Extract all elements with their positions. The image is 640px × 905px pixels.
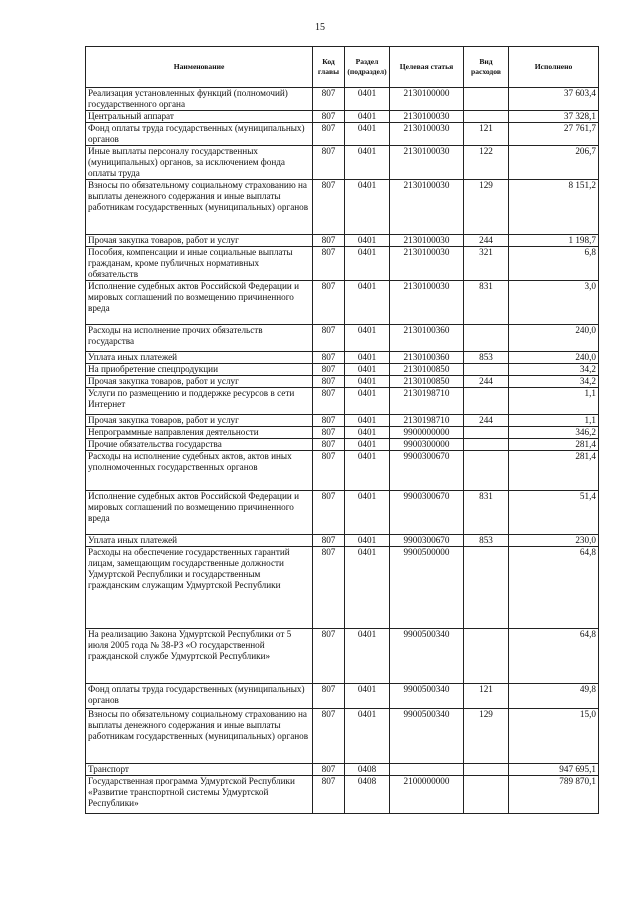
row-code-cell: 807 (313, 376, 345, 388)
row-expense-type-cell (464, 547, 509, 629)
table-row (86, 439, 599, 451)
row-executed-cell: 27 761,7 (509, 123, 599, 146)
row-article-cell (390, 764, 464, 776)
header-article: Целевая статья (390, 47, 464, 88)
row-section-cell: 0401 (345, 535, 390, 547)
row-executed-cell: 51,4 (509, 491, 599, 535)
row-executed-cell: 1,1 (509, 388, 599, 415)
row-name-cell: Уплата иных платежей (86, 535, 313, 547)
row-code-cell: 807 (313, 684, 345, 709)
row-name-cell: Взносы по обязательному социальному страхованию на выплаты денежного содержания и иные выплаты работникам государственных (муниципальных) органов (86, 709, 313, 764)
row-executed-cell: 64,8 (509, 629, 599, 684)
row-executed-cell: 15,0 (509, 709, 599, 764)
row-executed-cell: 34,2 (509, 364, 599, 376)
row-section-cell: 0401 (345, 451, 390, 491)
table-body (86, 88, 599, 814)
row-section-cell: 0401 (345, 629, 390, 684)
row-section-cell: 0401 (345, 123, 390, 146)
row-code-cell: 807 (313, 547, 345, 629)
row-article-cell: 9900500000 (390, 547, 464, 629)
row-expense-type-cell: 121 (464, 123, 509, 146)
row-expense-type-cell: 122 (464, 146, 509, 180)
row-article-cell: 2100000000 (390, 776, 464, 814)
row-article-cell: 2130198710 (390, 415, 464, 427)
row-name-cell: Фонд оплаты труда государственных (муниципальных) органов (86, 123, 313, 146)
row-name-cell: Прочие обязательства государства (86, 439, 313, 451)
table-row (86, 776, 599, 814)
row-executed-cell: 49,8 (509, 684, 599, 709)
row-section-cell: 0408 (345, 764, 390, 776)
row-executed-cell: 1 198,7 (509, 235, 599, 247)
table-row (86, 427, 599, 439)
row-name-cell: Расходы на исполнение прочих обязательств государства (86, 325, 313, 352)
row-section-cell: 0408 (345, 776, 390, 814)
row-name-cell: На реализацию Закона Удмуртской Республики от 5 июля 2005 года № 38-РЗ «О государственной гражданской службе Удмуртской Республики» (86, 629, 313, 684)
row-article-cell: 2130100030 (390, 146, 464, 180)
row-expense-type-cell (464, 776, 509, 814)
row-section-cell: 0401 (345, 547, 390, 629)
row-executed-cell: 346,2 (509, 427, 599, 439)
row-expense-type-cell: 121 (464, 684, 509, 709)
budget-execution-table (85, 46, 599, 814)
table-row (86, 281, 599, 325)
row-executed-cell: 64,8 (509, 547, 599, 629)
row-expense-type-cell (464, 364, 509, 376)
row-code-cell: 807 (313, 247, 345, 281)
table-row (86, 415, 599, 427)
table-row (86, 451, 599, 491)
row-article-cell: 9900500340 (390, 684, 464, 709)
table-row (86, 709, 599, 764)
row-name-cell: Исполнение судебных актов Российской Федерации и мировых соглашений по возмещению причиненного вреда (86, 281, 313, 325)
row-article-cell: 2130100030 (390, 123, 464, 146)
row-article-cell: 9900300000 (390, 439, 464, 451)
row-name-cell: Расходы на исполнение судебных актов, актов иных уполномоченных государственных органов (86, 451, 313, 491)
row-expense-type-cell (464, 388, 509, 415)
row-expense-type-cell (464, 88, 509, 111)
row-section-cell: 0401 (345, 88, 390, 111)
header-name: Наименование (86, 47, 313, 88)
row-executed-cell: 281,4 (509, 439, 599, 451)
row-name-cell: Фонд оплаты труда государственных (муниципальных) органов (86, 684, 313, 709)
row-section-cell: 0401 (345, 684, 390, 709)
row-expense-type-cell: 321 (464, 247, 509, 281)
table-header-row (86, 47, 599, 88)
table-row (86, 547, 599, 629)
row-executed-cell: 240,0 (509, 352, 599, 364)
row-section-cell: 0401 (345, 180, 390, 235)
row-article-cell: 9900300670 (390, 451, 464, 491)
row-section-cell: 0401 (345, 352, 390, 364)
table-row (86, 388, 599, 415)
row-expense-type-cell: 244 (464, 415, 509, 427)
row-article-cell: 2130100030 (390, 180, 464, 235)
row-name-cell: Реализация установленных функций (полномочий) государственного органа (86, 88, 313, 111)
row-code-cell: 807 (313, 535, 345, 547)
header-section: Раздел (подраздел) (345, 47, 390, 88)
row-code-cell: 807 (313, 491, 345, 535)
row-executed-cell: 206,7 (509, 146, 599, 180)
row-executed-cell: 3,0 (509, 281, 599, 325)
row-expense-type-cell (464, 439, 509, 451)
table-row (86, 235, 599, 247)
row-expense-type-cell: 129 (464, 180, 509, 235)
table-row (86, 146, 599, 180)
row-section-cell: 0401 (345, 491, 390, 535)
row-article-cell: 2130100030 (390, 281, 464, 325)
table-row (86, 123, 599, 146)
row-code-cell: 807 (313, 764, 345, 776)
row-expense-type-cell: 853 (464, 535, 509, 547)
table-row (86, 325, 599, 352)
table-row (86, 376, 599, 388)
row-section-cell: 0401 (345, 376, 390, 388)
row-code-cell: 807 (313, 352, 345, 364)
table-row (86, 88, 599, 111)
row-name-cell: Непрограммные направления деятельности (86, 427, 313, 439)
row-article-cell: 2130198710 (390, 388, 464, 415)
row-expense-type-cell (464, 325, 509, 352)
row-code-cell: 807 (313, 88, 345, 111)
row-article-cell: 2130100360 (390, 325, 464, 352)
row-name-cell: На приобретение спецпродукции (86, 364, 313, 376)
row-executed-cell: 34,2 (509, 376, 599, 388)
row-executed-cell: 6,8 (509, 247, 599, 281)
row-code-cell: 807 (313, 427, 345, 439)
row-code-cell: 807 (313, 235, 345, 247)
row-code-cell: 807 (313, 123, 345, 146)
row-name-cell: Уплата иных платежей (86, 352, 313, 364)
row-name-cell: Расходы на обеспечение государственных гарантий лицам, замещающим государственные должности Удмуртской Республики и государственным гражданским служащим Удмуртской Республики (86, 547, 313, 629)
row-code-cell: 807 (313, 111, 345, 123)
row-name-cell: Государственная программа Удмуртской Республики «Развитие транспортной системы Удмуртской Республики» (86, 776, 313, 814)
row-code-cell: 807 (313, 180, 345, 235)
row-section-cell: 0401 (345, 111, 390, 123)
row-expense-type-cell (464, 629, 509, 684)
table-row (86, 352, 599, 364)
row-section-cell: 0401 (345, 146, 390, 180)
row-expense-type-cell: 853 (464, 352, 509, 364)
row-name-cell: Центральный аппарат (86, 111, 313, 123)
row-section-cell: 0401 (345, 415, 390, 427)
row-section-cell: 0401 (345, 709, 390, 764)
table-row (86, 364, 599, 376)
row-executed-cell: 240,0 (509, 325, 599, 352)
table-row (86, 629, 599, 684)
row-expense-type-cell: 244 (464, 376, 509, 388)
table-row (86, 180, 599, 235)
row-executed-cell: 8 151,2 (509, 180, 599, 235)
row-article-cell: 2130100850 (390, 364, 464, 376)
row-executed-cell: 37 328,1 (509, 111, 599, 123)
row-name-cell: Транспорт (86, 764, 313, 776)
row-expense-type-cell (464, 111, 509, 123)
row-name-cell: Пособия, компенсации и иные социальные выплаты гражданам, кроме публичных нормативных обязательств (86, 247, 313, 281)
row-name-cell: Иные выплаты персоналу государственных (муниципальных) органов, за исключением фонда оплаты труда (86, 146, 313, 180)
row-executed-cell: 947 695,1 (509, 764, 599, 776)
row-article-cell: 9900000000 (390, 427, 464, 439)
row-article-cell: 2130100000 (390, 88, 464, 111)
row-name-cell: Прочая закупка товаров, работ и услуг (86, 235, 313, 247)
row-article-cell: 2130100030 (390, 235, 464, 247)
row-section-cell: 0401 (345, 281, 390, 325)
row-expense-type-cell (464, 451, 509, 491)
row-code-cell: 807 (313, 451, 345, 491)
table-row (86, 535, 599, 547)
row-name-cell: Исполнение судебных актов Российской Федерации и мировых соглашений по возмещению причиненного вреда (86, 491, 313, 535)
row-expense-type-cell: 831 (464, 281, 509, 325)
row-section-cell: 0401 (345, 364, 390, 376)
page-number: 15 (315, 22, 325, 33)
row-article-cell: 2130100360 (390, 352, 464, 364)
row-section-cell: 0401 (345, 427, 390, 439)
row-executed-cell: 1,1 (509, 415, 599, 427)
row-executed-cell: 281,4 (509, 451, 599, 491)
row-expense-type-cell: 244 (464, 235, 509, 247)
row-code-cell: 807 (313, 146, 345, 180)
row-section-cell: 0401 (345, 325, 390, 352)
row-expense-type-cell (464, 764, 509, 776)
header-code: Код главы (313, 47, 345, 88)
row-section-cell: 0401 (345, 388, 390, 415)
row-code-cell: 807 (313, 364, 345, 376)
row-section-cell: 0401 (345, 439, 390, 451)
row-article-cell: 9900500340 (390, 709, 464, 764)
row-code-cell: 807 (313, 325, 345, 352)
table-row (86, 111, 599, 123)
table-row (86, 491, 599, 535)
row-article-cell: 2130100030 (390, 111, 464, 123)
row-section-cell: 0401 (345, 247, 390, 281)
row-section-cell: 0401 (345, 235, 390, 247)
row-code-cell: 807 (313, 439, 345, 451)
row-code-cell: 807 (313, 709, 345, 764)
row-code-cell: 807 (313, 415, 345, 427)
header-expense-type: Вид расходов (464, 47, 509, 88)
row-article-cell: 2130100850 (390, 376, 464, 388)
row-executed-cell: 230,0 (509, 535, 599, 547)
row-expense-type-cell (464, 427, 509, 439)
row-code-cell: 807 (313, 388, 345, 415)
row-name-cell: Услуги по размещению и поддержке ресурсов в сети Интернет (86, 388, 313, 415)
row-article-cell: 9900500340 (390, 629, 464, 684)
row-code-cell: 807 (313, 629, 345, 684)
row-executed-cell: 789 870,1 (509, 776, 599, 814)
row-article-cell: 9900300670 (390, 491, 464, 535)
row-name-cell: Взносы по обязательному социальному страхованию на выплаты денежного содержания и иные выплаты работникам государственных (муниципальных) органов (86, 180, 313, 235)
row-code-cell: 807 (313, 776, 345, 814)
table-row (86, 684, 599, 709)
table-row (86, 764, 599, 776)
row-executed-cell: 37 603,4 (509, 88, 599, 111)
row-code-cell: 807 (313, 281, 345, 325)
row-expense-type-cell: 831 (464, 491, 509, 535)
row-expense-type-cell: 129 (464, 709, 509, 764)
row-article-cell: 9900300670 (390, 535, 464, 547)
row-name-cell: Прочая закупка товаров, работ и услуг (86, 415, 313, 427)
header-executed: Исполнено (509, 47, 599, 88)
table-row (86, 247, 599, 281)
row-article-cell: 2130100030 (390, 247, 464, 281)
row-name-cell: Прочая закупка товаров, работ и услуг (86, 376, 313, 388)
